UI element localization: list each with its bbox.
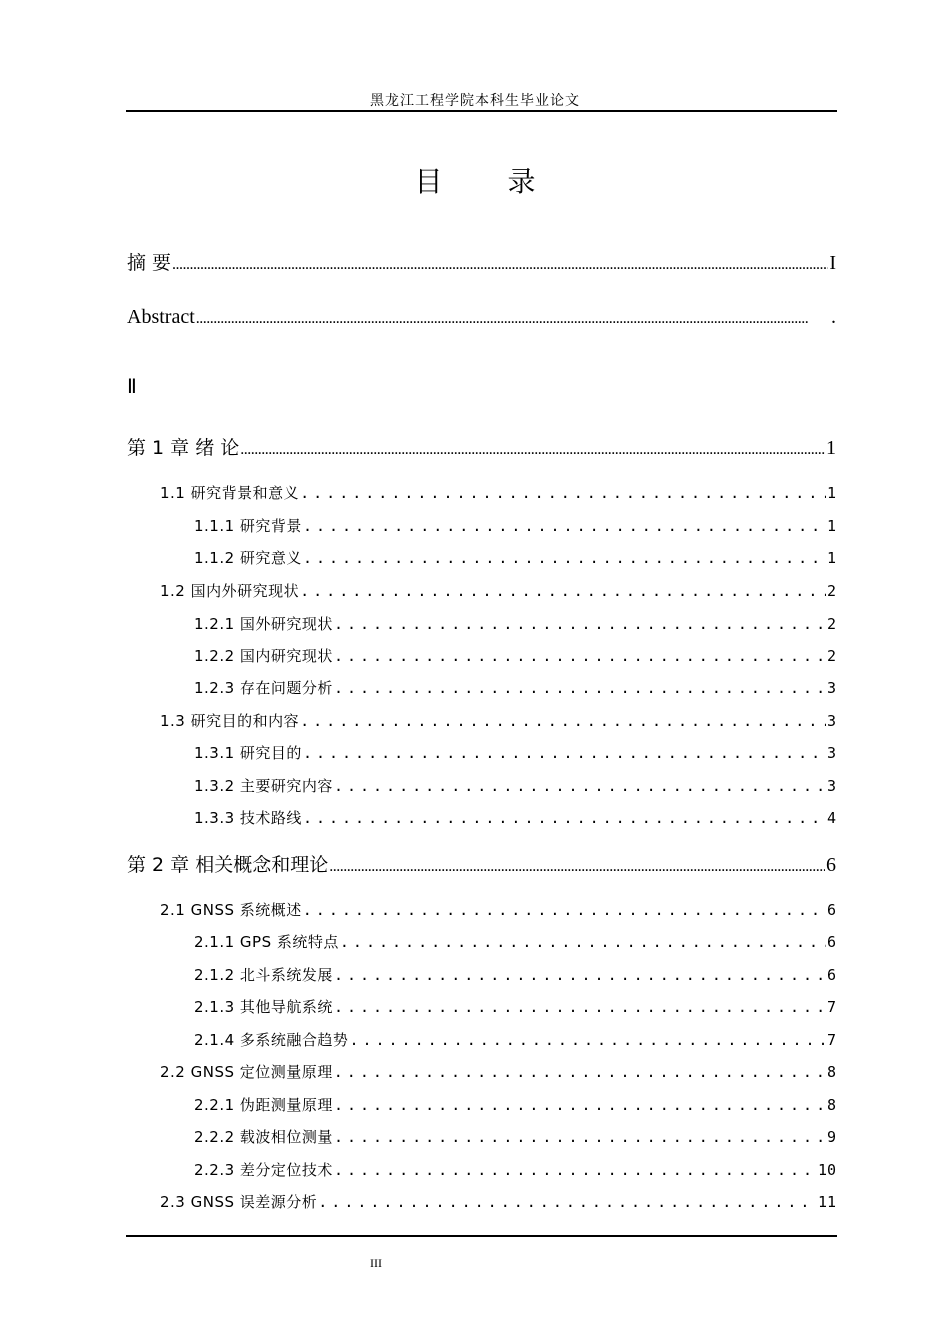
toc-entry[interactable] xyxy=(194,807,836,828)
toc-entry-label: 2.2.2 载波相位测量 xyxy=(194,1128,333,1146)
toc-entry-label: 1.3.1 研究目的 xyxy=(194,744,302,762)
toc-entry[interactable] xyxy=(127,248,836,275)
toc-entry-label: 1.3 研究目的和内容 xyxy=(160,712,300,730)
dot-leader xyxy=(303,744,826,762)
toc-entry-label: 2.3 GNSS 误差源分析 xyxy=(160,1193,318,1211)
toc-entry-page: 6 xyxy=(826,901,836,919)
toc-entry[interactable] xyxy=(194,742,836,763)
toc-entry-page: 3 xyxy=(826,744,836,762)
toc-entry-page: 7 xyxy=(826,998,836,1016)
toc-entry-page: 4 xyxy=(826,809,836,827)
dot-leader xyxy=(303,517,826,535)
dot-leader xyxy=(334,679,826,697)
toc-entry[interactable] xyxy=(194,613,836,634)
dot-leader xyxy=(334,966,826,984)
toc-entry[interactable] xyxy=(127,433,836,460)
toc-entry[interactable] xyxy=(194,1159,836,1180)
toc-entry-page: I xyxy=(829,252,836,274)
toc-entry[interactable] xyxy=(127,850,836,877)
abstract-page-number-continued: Ⅱ xyxy=(127,376,137,398)
toc-entry-label: 1.2 国内外研究现状 xyxy=(160,582,300,600)
toc-entry-label: 2.1.3 其他导航系统 xyxy=(194,998,333,1016)
toc-entry[interactable] xyxy=(194,677,836,698)
toc-entry-label: 2.2 GNSS 定位测量原理 xyxy=(160,1063,333,1081)
toc-entry[interactable] xyxy=(194,964,836,985)
dot-leader xyxy=(303,901,826,919)
dot-leader xyxy=(196,310,809,328)
toc-entry[interactable] xyxy=(127,306,836,329)
toc-entry-page: 7 xyxy=(826,1031,836,1049)
toc-entry-page: 6 xyxy=(826,966,836,984)
dot-leader xyxy=(334,647,826,665)
dot-leader xyxy=(300,712,826,730)
dot-leader xyxy=(303,549,826,567)
toc-entry[interactable] xyxy=(160,482,836,503)
toc-entry-label: 1.3.3 技术路线 xyxy=(194,809,302,827)
dot-leader xyxy=(240,441,825,459)
toc-entry[interactable] xyxy=(160,710,836,731)
toc-entry[interactable] xyxy=(194,515,836,536)
toc-entry[interactable] xyxy=(194,547,836,568)
page-number: III xyxy=(370,1256,382,1270)
dot-leader xyxy=(334,1161,817,1179)
toc-entry-page: 9 xyxy=(826,1128,836,1146)
toc-entry-page: 1 xyxy=(826,517,836,535)
toc-entry[interactable] xyxy=(160,899,836,920)
toc-entry-page: 3 xyxy=(826,712,836,730)
toc-entry-page: 1 xyxy=(826,437,836,459)
toc-entry-label: 1.2.3 存在问题分析 xyxy=(194,679,333,697)
toc-entry-label: 1.3.2 主要研究内容 xyxy=(194,777,333,795)
dot-leader xyxy=(340,933,826,951)
footer-rule xyxy=(126,1235,837,1237)
dot-leader xyxy=(334,777,826,795)
toc-entry-page: 1 xyxy=(826,549,836,567)
toc-entry-label: 1.1 研究背景和意义 xyxy=(160,484,300,502)
toc-entry-label: 第 1 章 绪 论 xyxy=(127,437,240,459)
dot-leader xyxy=(334,615,826,633)
toc-entry-page: 8 xyxy=(826,1063,836,1081)
toc-entry-page: 6 xyxy=(826,933,836,951)
toc-entry-page: . xyxy=(831,306,836,328)
dot-leader xyxy=(334,998,826,1016)
dot-leader xyxy=(334,1096,826,1114)
toc-entry-label: 2.1 GNSS 系统概述 xyxy=(160,901,302,919)
toc-entry[interactable] xyxy=(194,996,836,1017)
toc-entry[interactable] xyxy=(194,1126,836,1147)
dot-leader xyxy=(303,809,826,827)
dot-leader xyxy=(300,582,826,600)
toc-entry-page: 3 xyxy=(826,679,836,697)
toc-entry-page: 11 xyxy=(817,1193,836,1211)
running-header: 黑龙江工程学院本科生毕业论文 xyxy=(370,93,580,109)
dot-leader xyxy=(349,1031,826,1049)
dot-leader xyxy=(300,484,826,502)
dot-leader xyxy=(334,1063,826,1081)
dot-leader xyxy=(334,1128,826,1146)
toc-entry[interactable] xyxy=(160,1191,836,1212)
toc-entry-label: 1.2.2 国内研究现状 xyxy=(194,647,333,665)
toc-entry-page: 10 xyxy=(817,1161,836,1179)
toc-entry-page: 6 xyxy=(826,854,836,876)
toc-entry-label: 2.2.1 伪距测量原理 xyxy=(194,1096,333,1114)
toc-entry[interactable] xyxy=(160,580,836,601)
toc-entry[interactable] xyxy=(194,645,836,666)
toc-entry[interactable] xyxy=(194,775,836,796)
toc-entry-label: 1.1.1 研究背景 xyxy=(194,517,302,535)
toc-entry-label: 1.1.2 研究意义 xyxy=(194,549,302,567)
dot-leader xyxy=(172,256,828,274)
toc-entry[interactable] xyxy=(194,1029,836,1050)
toc-entry-label: 摘 要 xyxy=(127,252,172,274)
toc-entry[interactable] xyxy=(160,1061,836,1082)
toc-entry-page: 3 xyxy=(826,777,836,795)
toc-entry-page: 2 xyxy=(826,647,836,665)
toc-entry-label: 第 2 章 相关概念和理论 xyxy=(127,854,329,876)
toc-entry-label: 1.2.1 国外研究现状 xyxy=(194,615,333,633)
toc-title: 目 录 xyxy=(414,165,564,198)
dot-leader xyxy=(329,858,825,876)
toc-entry-page: 8 xyxy=(826,1096,836,1114)
toc-entry[interactable] xyxy=(194,931,836,952)
dot-leader xyxy=(318,1193,817,1211)
toc-entry-page: 2 xyxy=(826,615,836,633)
toc-entry-label: Abstract xyxy=(127,306,195,328)
toc-entry[interactable] xyxy=(194,1094,836,1115)
toc-entry-label: 2.1.2 北斗系统发展 xyxy=(194,966,333,984)
toc-entry-label: 2.1.4 多系统融合趋势 xyxy=(194,1031,349,1049)
toc-entry-page: 2 xyxy=(826,582,836,600)
toc-entry-page: 1 xyxy=(826,484,836,502)
header-rule xyxy=(126,110,837,112)
toc-entry-label: 2.2.3 差分定位技术 xyxy=(194,1161,333,1179)
toc-entry-label: 2.1.1 GPS 系统特点 xyxy=(194,933,339,951)
